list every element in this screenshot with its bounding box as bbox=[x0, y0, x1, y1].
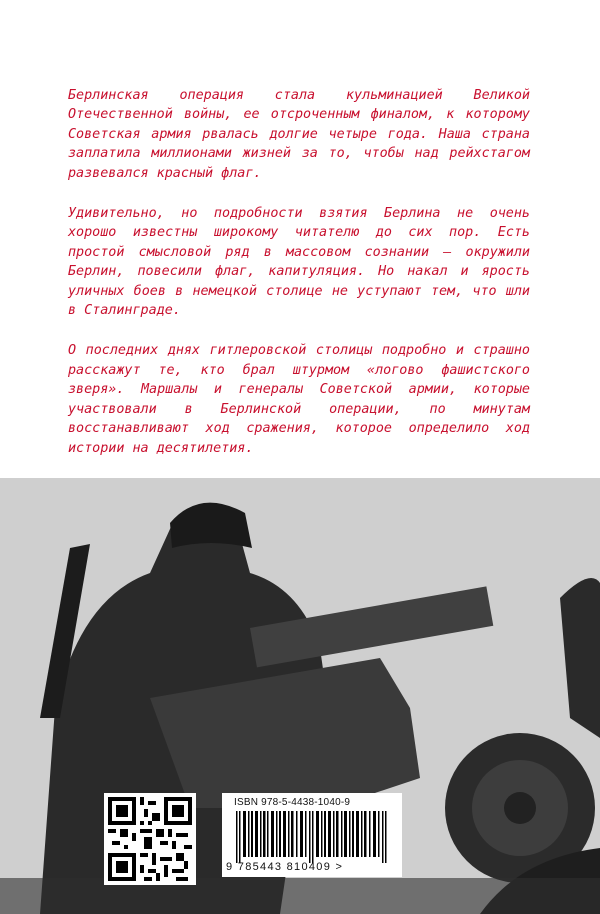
blurb-paragraph-3: О последних днях гитлеровской столицы подробно и страшно расскажут те, кто брал штурмом «логово фашистского зверя». Маршалы и генералы Советской армии, которые участвовали в Берлинской операции, по минутам восстанавливают ход сражения, которое определило ход истории на десятилетия. bbox=[68, 343, 530, 456]
isbn-barcode bbox=[222, 793, 402, 877]
qr-code-icon bbox=[108, 797, 192, 881]
blurb-paragraph-2: Удивительно, но подробности взятия Берлина не очень хорошо известны широкому читателю до сих пор. Есть простой смысловой ряд в массовом сознании – окружили Берлин, повесили флаг, капитуляция. Но накал и ярость уличных боев в немецкой столице не уступают тем, что шли в Сталинграде. bbox=[68, 206, 530, 319]
blurb-text bbox=[68, 86, 530, 479]
barcode-bars-icon bbox=[236, 811, 388, 863]
qr-code[interactable] bbox=[104, 793, 196, 885]
barcode-digits: 9 785443 810409 > bbox=[226, 861, 344, 873]
isbn-label: ISBN 978-5-4438-1040-9 bbox=[234, 797, 351, 808]
blurb-paragraph-1: Берлинская операция стала кульминацией Великой Отечественной войны, ее отсроченным финалом, к которому Советская армия рвалась долгие четыре года. Наша страна заплатила миллионами жизней за то, чтобы над рейхстагом развевался красный флаг. bbox=[68, 88, 530, 181]
